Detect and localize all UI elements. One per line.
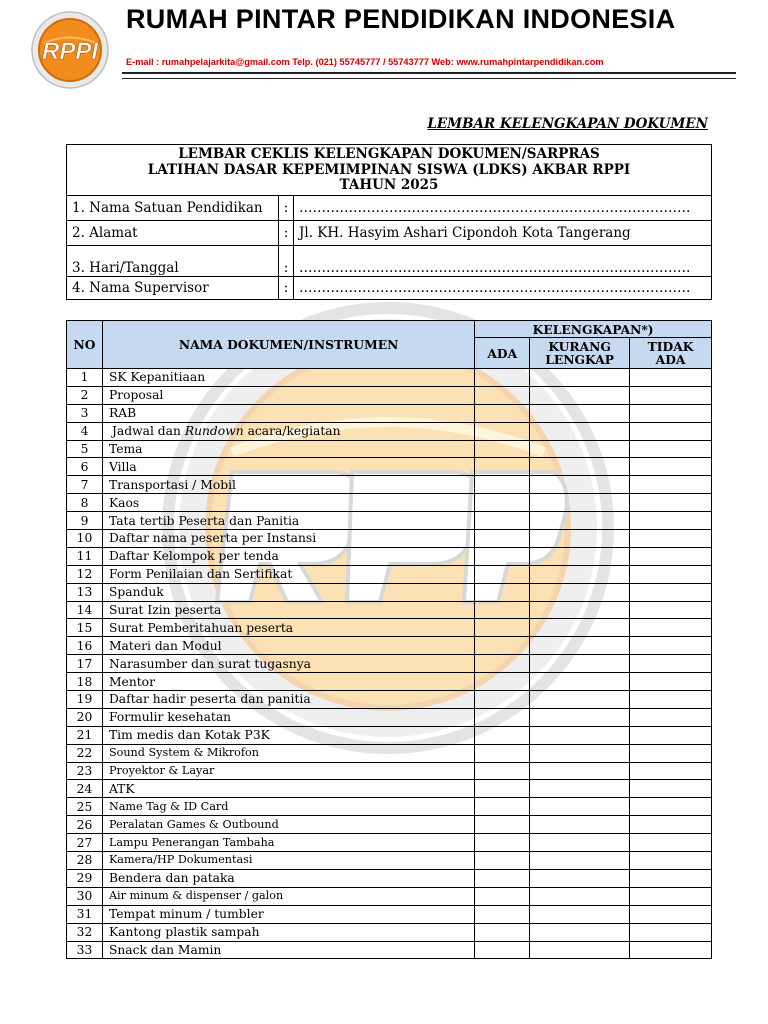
document-name: Daftar hadir peserta dan panitia — [102, 691, 474, 709]
check-ada[interactable] — [475, 673, 530, 691]
check-tidak-ada[interactable] — [630, 834, 712, 852]
check-kurang-lengkap[interactable] — [530, 744, 630, 762]
table-row — [67, 601, 712, 619]
row-number: 20 — [67, 708, 103, 726]
contact-info: E-mail : rumahpelajarkita@gmail.com Telp. (021) 55745777 / 55743777 Web: www.rumahpintarpendidikan.com — [126, 57, 604, 67]
check-kurang-lengkap[interactable] — [530, 780, 630, 798]
table-row — [67, 905, 712, 923]
row-number: 22 — [67, 744, 103, 762]
check-ada[interactable] — [475, 798, 530, 816]
document-name: Formulir kesehatan — [102, 708, 474, 726]
check-tidak-ada[interactable] — [630, 673, 712, 691]
document-name: Daftar Kelompok per tenda — [102, 547, 474, 565]
check-tidak-ada[interactable] — [630, 512, 712, 530]
field-value-school[interactable]: …………………………………………………………………………… — [294, 195, 712, 220]
row-number: 30 — [67, 887, 103, 905]
check-ada[interactable] — [475, 440, 530, 458]
table-row — [67, 386, 712, 404]
check-kurang-lengkap[interactable] — [530, 404, 630, 422]
field-separator: : — [279, 220, 294, 245]
row-number: 1 — [67, 369, 103, 387]
table-row — [67, 852, 712, 870]
check-tidak-ada[interactable] — [630, 530, 712, 548]
row-number: 16 — [67, 637, 103, 655]
document-name: Air minum & dispenser / galon — [102, 887, 474, 905]
document-label: LEMBAR KELENGKAPAN DOKUMEN — [427, 116, 708, 132]
row-number: 14 — [67, 601, 103, 619]
check-kurang-lengkap[interactable] — [530, 386, 630, 404]
check-tidak-ada[interactable] — [630, 691, 712, 709]
document-name: Sound System & Mikrofon — [102, 744, 474, 762]
check-kurang-lengkap[interactable] — [530, 547, 630, 565]
check-ada[interactable] — [475, 923, 530, 941]
header-kurang-line-2: LENGKAP — [545, 352, 614, 367]
check-tidak-ada[interactable] — [630, 494, 712, 512]
check-ada[interactable] — [475, 780, 530, 798]
row-number: 29 — [67, 869, 103, 887]
check-tidak-ada[interactable] — [630, 852, 712, 870]
check-ada[interactable] — [475, 512, 530, 530]
header-tidak-line-1: TIDAK — [647, 339, 694, 354]
check-ada[interactable] — [475, 547, 530, 565]
check-ada[interactable] — [475, 691, 530, 709]
table-row — [67, 583, 712, 601]
field-label-date: 3. Hari/Tanggal — [67, 245, 279, 276]
check-kurang-lengkap[interactable] — [530, 816, 630, 834]
check-tidak-ada[interactable] — [630, 905, 712, 923]
document-name: Daftar nama peserta per Instansi — [102, 530, 474, 548]
check-tidak-ada[interactable] — [630, 762, 712, 780]
table-row — [67, 923, 712, 941]
document-name: Surat Pemberitahuan peserta — [102, 619, 474, 637]
check-tidak-ada[interactable] — [630, 655, 712, 673]
row-number: 10 — [67, 530, 103, 548]
form-title-line-3: TAHUN 2025 — [339, 177, 439, 193]
check-ada[interactable] — [475, 869, 530, 887]
form-title — [67, 145, 712, 196]
check-ada[interactable] — [475, 887, 530, 905]
row-number: 21 — [67, 726, 103, 744]
check-kurang-lengkap[interactable] — [530, 905, 630, 923]
table-row — [67, 869, 712, 887]
check-tidak-ada[interactable] — [630, 458, 712, 476]
document-name: Tempat minum / tumbler — [102, 905, 474, 923]
row-number: 8 — [67, 494, 103, 512]
check-ada[interactable] — [475, 726, 530, 744]
document-name: Tim medis dan Kotak P3K — [102, 726, 474, 744]
row-number: 26 — [67, 816, 103, 834]
check-ada[interactable] — [475, 476, 530, 494]
row-number: 25 — [67, 798, 103, 816]
check-ada[interactable] — [475, 583, 530, 601]
check-ada[interactable] — [475, 565, 530, 583]
check-ada[interactable] — [475, 530, 530, 548]
document-name: Narasumber dan surat tugasnya — [102, 655, 474, 673]
table-row — [67, 458, 712, 476]
document-name: Peralatan Games & Outbound — [102, 816, 474, 834]
table-row — [67, 691, 712, 709]
field-value-date[interactable]: …………………………………………………………………………… — [294, 245, 712, 276]
check-kurang-lengkap[interactable] — [530, 512, 630, 530]
row-number: 32 — [67, 923, 103, 941]
table-row — [67, 404, 712, 422]
document-name: Spanduk — [102, 583, 474, 601]
row-number: 17 — [67, 655, 103, 673]
header-completeness: KELENGKAPAN*) — [475, 321, 712, 338]
document-name: SK Kepanitiaan — [102, 369, 474, 387]
row-number: 9 — [67, 512, 103, 530]
table-row — [67, 762, 712, 780]
header-document-name: NAMA DOKUMEN/INSTRUMEN — [102, 321, 474, 369]
check-tidak-ada[interactable] — [630, 422, 712, 440]
row-number: 3 — [67, 404, 103, 422]
document-name: Lampu Penerangan Tambaha — [102, 834, 474, 852]
rppi-logo — [30, 10, 110, 90]
check-ada[interactable] — [475, 852, 530, 870]
check-kurang-lengkap[interactable] — [530, 887, 630, 905]
check-tidak-ada[interactable] — [630, 798, 712, 816]
check-tidak-ada[interactable] — [630, 619, 712, 637]
header-tidak-ada — [630, 338, 712, 369]
row-number: 24 — [67, 780, 103, 798]
row-number: 5 — [67, 440, 103, 458]
row-number: 13 — [67, 583, 103, 601]
document-name: Kamera/HP Dokumentasi — [102, 852, 474, 870]
check-ada[interactable] — [475, 708, 530, 726]
check-ada[interactable] — [475, 619, 530, 637]
check-kurang-lengkap[interactable] — [530, 726, 630, 744]
row-number: 27 — [67, 834, 103, 852]
document-name: Bendera dan pataka — [102, 869, 474, 887]
row-number: 15 — [67, 619, 103, 637]
table-row — [67, 780, 712, 798]
check-tidak-ada[interactable] — [630, 583, 712, 601]
table-row — [67, 708, 712, 726]
field-value-supervisor[interactable]: …………………………………………………………………………… — [294, 276, 712, 299]
check-kurang-lengkap[interactable] — [530, 565, 630, 583]
check-kurang-lengkap[interactable] — [530, 494, 630, 512]
table-row — [67, 530, 712, 548]
header-ada: ADA — [475, 338, 530, 369]
header-tidak-line-2: ADA — [655, 352, 686, 367]
row-number: 33 — [67, 941, 103, 959]
rundown-emphasis: Rundown — [184, 424, 244, 439]
row-number: 12 — [67, 565, 103, 583]
table-row — [67, 565, 712, 583]
check-ada[interactable] — [475, 404, 530, 422]
document-name: ATK — [102, 780, 474, 798]
document-name: Tata tertib Peserta dan Panitia — [102, 512, 474, 530]
row-number: 19 — [67, 691, 103, 709]
check-tidak-ada[interactable] — [630, 440, 712, 458]
check-kurang-lengkap[interactable] — [530, 422, 630, 440]
field-separator: : — [279, 276, 294, 299]
check-tidak-ada[interactable] — [630, 404, 712, 422]
check-tidak-ada[interactable] — [630, 708, 712, 726]
field-separator: : — [279, 195, 294, 220]
table-row — [67, 547, 712, 565]
header-kurang-line-1: KURANG — [548, 339, 611, 354]
table-row — [67, 512, 712, 530]
check-kurang-lengkap[interactable] — [530, 834, 630, 852]
check-tidak-ada[interactable] — [630, 601, 712, 619]
check-tidak-ada[interactable] — [630, 923, 712, 941]
check-kurang-lengkap[interactable] — [530, 852, 630, 870]
document-name: Surat Izin peserta — [102, 601, 474, 619]
check-ada[interactable] — [475, 637, 530, 655]
document-name: RAB — [102, 404, 474, 422]
svg-text:RPPI: RPPI — [41, 38, 99, 65]
document-name: Transportasi / Mobil — [102, 476, 474, 494]
check-kurang-lengkap[interactable] — [530, 923, 630, 941]
check-tidak-ada[interactable] — [630, 726, 712, 744]
table-row — [67, 476, 712, 494]
check-ada[interactable] — [475, 744, 530, 762]
check-tidak-ada[interactable] — [630, 744, 712, 762]
document-name: Proyektor & Layar — [102, 762, 474, 780]
check-kurang-lengkap[interactable] — [530, 637, 630, 655]
document-name: Mentor — [102, 673, 474, 691]
row-number: 18 — [67, 673, 103, 691]
check-kurang-lengkap[interactable] — [530, 369, 630, 387]
check-tidak-ada[interactable] — [630, 369, 712, 387]
table-row — [67, 744, 712, 762]
table-row — [67, 637, 712, 655]
table-row — [67, 887, 712, 905]
table-row — [67, 726, 712, 744]
check-kurang-lengkap[interactable] — [530, 869, 630, 887]
check-kurang-lengkap[interactable] — [530, 941, 630, 959]
check-kurang-lengkap[interactable] — [530, 440, 630, 458]
document-name: Materi dan Modul — [102, 637, 474, 655]
document-name: Jadwal dan Rundown acara/kegiatan — [102, 422, 474, 440]
table-row — [67, 834, 712, 852]
check-ada[interactable] — [475, 422, 530, 440]
field-label-address: 2. Alamat — [67, 220, 279, 245]
check-tidak-ada[interactable] — [630, 565, 712, 583]
field-separator: : — [279, 245, 294, 276]
check-ada[interactable] — [475, 369, 530, 387]
table-row — [67, 619, 712, 637]
check-ada[interactable] — [475, 762, 530, 780]
field-label-school: 1. Nama Satuan Pendidikan — [67, 195, 279, 220]
check-kurang-lengkap[interactable] — [530, 691, 630, 709]
row-number: 4 — [67, 422, 103, 440]
header-no: NO — [67, 321, 103, 369]
table-row — [67, 941, 712, 959]
check-kurang-lengkap[interactable] — [530, 458, 630, 476]
document-name: Tema — [102, 440, 474, 458]
check-kurang-lengkap[interactable] — [530, 673, 630, 691]
table-row — [67, 816, 712, 834]
check-ada[interactable] — [475, 834, 530, 852]
row-number: 23 — [67, 762, 103, 780]
check-kurang-lengkap[interactable] — [530, 583, 630, 601]
check-ada[interactable] — [475, 941, 530, 959]
table-row — [67, 798, 712, 816]
org-name: RUMAH PINTAR PENDIDIKAN INDONESIA — [126, 4, 676, 34]
check-tidak-ada[interactable] — [630, 386, 712, 404]
document-name: Proposal — [102, 386, 474, 404]
row-number: 2 — [67, 386, 103, 404]
check-ada[interactable] — [475, 655, 530, 673]
row-number: 28 — [67, 852, 103, 870]
check-kurang-lengkap[interactable] — [530, 798, 630, 816]
row-number: 31 — [67, 905, 103, 923]
check-tidak-ada[interactable] — [630, 547, 712, 565]
field-value-address[interactable]: Jl. KH. Hasyim Ashari Cipondoh Kota Tangerang — [294, 220, 712, 245]
check-tidak-ada[interactable] — [630, 816, 712, 834]
check-ada[interactable] — [475, 905, 530, 923]
document-name: Villa — [102, 458, 474, 476]
document-name: Snack dan Mamin — [102, 941, 474, 959]
check-tidak-ada[interactable] — [630, 941, 712, 959]
check-kurang-lengkap[interactable] — [530, 601, 630, 619]
check-kurang-lengkap[interactable] — [530, 619, 630, 637]
table-row — [67, 422, 712, 440]
info-table — [66, 144, 712, 300]
document-name: Kaos — [102, 494, 474, 512]
document-name: Name Tag & ID Card — [102, 798, 474, 816]
document-name: Form Penilaian dan Sertifikat — [102, 565, 474, 583]
check-kurang-lengkap[interactable] — [530, 476, 630, 494]
table-row — [67, 369, 712, 387]
check-kurang-lengkap[interactable] — [530, 655, 630, 673]
check-kurang-lengkap[interactable] — [530, 530, 630, 548]
document-name: Kantong plastik sampah — [102, 923, 474, 941]
check-tidak-ada[interactable] — [630, 476, 712, 494]
check-tidak-ada[interactable] — [630, 780, 712, 798]
checklist-table — [66, 320, 712, 959]
header-kurang-lengkap — [530, 338, 630, 369]
row-number: 6 — [67, 458, 103, 476]
header-rule-thick — [122, 72, 736, 74]
row-number: 7 — [67, 476, 103, 494]
table-row — [67, 673, 712, 691]
checklist-body — [67, 369, 712, 959]
form-title-line-2: LATIHAN DASAR KEPEMIMPINAN SISWA (LDKS) AKBAR RPPI — [147, 161, 631, 178]
check-kurang-lengkap[interactable] — [530, 762, 630, 780]
check-tidak-ada[interactable] — [630, 637, 712, 655]
check-ada[interactable] — [475, 458, 530, 476]
header-rule-thin — [122, 78, 736, 79]
table-row — [67, 440, 712, 458]
check-ada[interactable] — [475, 494, 530, 512]
check-ada[interactable] — [475, 601, 530, 619]
table-row — [67, 494, 712, 512]
row-number: 11 — [67, 547, 103, 565]
check-kurang-lengkap[interactable] — [530, 708, 630, 726]
check-ada[interactable] — [475, 386, 530, 404]
check-tidak-ada[interactable] — [630, 869, 712, 887]
check-tidak-ada[interactable] — [630, 887, 712, 905]
field-label-supervisor: 4. Nama Supervisor — [67, 276, 279, 299]
table-row — [67, 655, 712, 673]
form-title-line-1: LEMBAR CEKLIS KELENGKAPAN DOKUMEN/SARPRAS — [178, 146, 600, 162]
check-ada[interactable] — [475, 816, 530, 834]
